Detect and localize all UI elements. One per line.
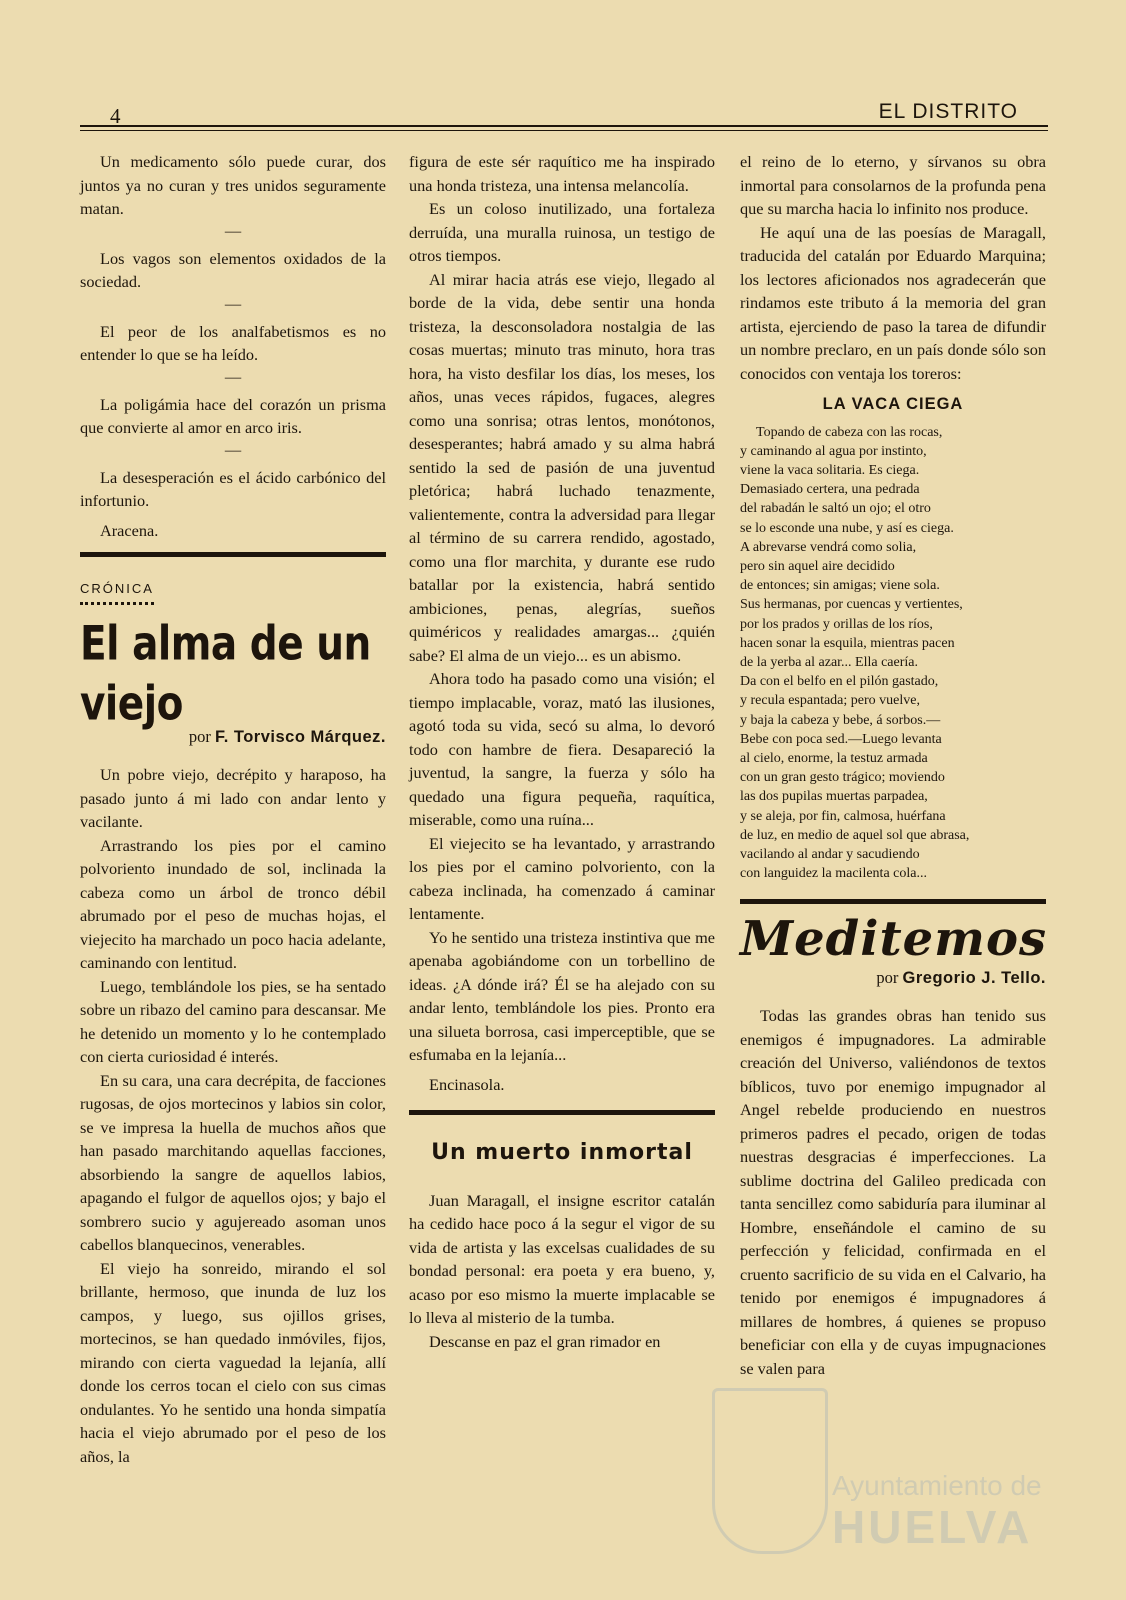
paragraph: Ahora todo ha pasado como una visión; el tiempo implacable, voraz, mató las ilusiones, agotó toda su vida, secó su alma, lo devoró todo con hambre de fiera. Desapareció la juventud, la sangre, la fuerza y sólo ha quedado una figura pequeña, raquítica, miserable, como una ruína... — [409, 669, 715, 829]
paragraph: El viejecito se ha levantado, y arrastrando los pies por el camino polvoriento, con la cabeza inclinada, ha comenzado á caminar lentamente. — [409, 833, 715, 923]
watermark-line2: HUELVA — [832, 1501, 1033, 1553]
poem-line: Bebe con poca sed.—Luego levanta — [740, 731, 942, 747]
page-number: 4 — [110, 104, 121, 128]
poem-line: Topando de cabeza con las rocas, — [756, 424, 943, 440]
poem-line: de entonces; sin amigas; viene sola. — [740, 578, 940, 594]
paragraph: el reino de lo eterno, y sírvanos su obra inmortal para consolarnos de la profunda pena que su marcha hacia lo infinito nos produce. — [740, 152, 1046, 218]
poem-line: al cielo, enorme, la testuz armada — [740, 750, 928, 766]
paragraph: figura de este sér raquítico me ha inspirado una honda tristeza, una intensa melancolía. — [409, 152, 715, 195]
paragraph: Todas las grandes obras han tenido sus enemigos é impugnadores. La admirable creación del Universo, valiéndonos de textos bíblicos, tuvo por enemigo impugnador al Angel rebelde produciendo en nuestros primeros padres el pecado, origen de todas nuestras desgracias é imperfecciones. La sublime doctrina del Galileo predicada con tanta sencillez como sabiduría para iluminar al Hombre, enseñándole el camino de su perfección y felicidad, confirmada en el cruento sacrificio de su vida en el Calvario, ha tenido por enemigos é impugnadores á millares de hombres, á quienes se propuso beneficiar con ella y de cuyas impugnaciones se valen para — [740, 1006, 1046, 1378]
separator: — — [224, 220, 242, 240]
signature: Encinasola. — [429, 1074, 505, 1094]
article-title: Un muerto inmortal — [431, 1140, 693, 1165]
poem — [740, 423, 1046, 884]
section-rule — [740, 899, 1046, 904]
separator: — — [224, 439, 242, 459]
paragraph: Descanse en paz el gran rimador en — [429, 1331, 661, 1351]
column-1 — [80, 150, 386, 1468]
separator: — — [224, 293, 242, 313]
poem-title: LA VACA CIEGA — [822, 395, 964, 413]
paragraph: Luego, temblándole los pies, se ha sentado sobre un ribazo del camino para descansar. Me he detenido un momento y lo he contemplado con cierta curiosidad é interés. — [80, 976, 386, 1066]
aphorism: Los vagos son elementos oxidados de la sociedad. — [80, 248, 386, 291]
byline — [740, 966, 1046, 991]
poem-line: de luz, en medio de aquel sol que abrasa, — [740, 827, 970, 843]
poem-line: de la yerba al azar... Ella caería. — [740, 654, 918, 670]
aphorism: La desesperación es el ácido carbónico del infortunio. — [80, 467, 386, 510]
coat-of-arms-icon — [712, 1388, 828, 1554]
paragraph: Al mirar hacia atrás ese viejo, llegado al borde de la vida, debe sentir una honda tristeza, la desconsoladora nostalgia de las cosas muertas; minuto tras minuto, hora tras hora, ha visto desfilar los días, los meses, los años, unas veces rápidos, fugaces, alegres como una sonrisa; otras lentos, monótonos, desesperantes; habrá amado y su alma habrá sentido la sed de pasión de una juventud pletórica; habrá luchado tenazmente, valientemente, contra la adversidad para llegar al término de su carrera rendido, agostado, como una flor marchita, y durante ese rudo batallar por la existencia, habrá sentido ambiciones, penas, alegrías, sueños quiméricos y realidades amargas... ¿quién sabe? El alma de un viejo... es un abismo. — [409, 269, 715, 665]
article-title: El alma de un viejo — [80, 616, 371, 731]
byline-author: F. Torvisco Márquez. — [214, 727, 386, 746]
separator: — — [224, 366, 242, 386]
poem-line: Sus hermanas, por cuencas y vertientes, — [740, 597, 963, 613]
column-2 — [409, 150, 715, 1353]
paragraph: Arrastrando los pies por el camino polvoriento inundado de sol, inclinada la cabeza como un árbol de tronco débil abrumado por el peso de muchas hojas, el viejecito ha marchado un poco hacia adelante, caminando con lentitud. — [80, 835, 386, 972]
poem-line: y recula espantada; pero vuelve, — [740, 693, 920, 709]
poem-line: por los prados y orillas de los ríos, — [740, 616, 933, 632]
article-title: Meditemos — [740, 911, 1048, 968]
paragraph: Un pobre viejo, decrépito y haraposo, ha pasado junto á mi lado con andar lento y vacilante. — [80, 765, 386, 831]
poem-line: del rabadán le saltó un ojo; el otro — [740, 501, 931, 517]
archive-watermark — [712, 1388, 1042, 1558]
byline-prefix: por — [876, 967, 899, 987]
paragraph: Juan Maragall, el insigne escritor catalán ha cedido hace poco á la segur el vigor de su vida de artista y las excelsas cualidades de su bondad personal: era poeta y era bueno, y, acaso por eso mismo la muerte implacable se lo lleva al misterio de la tumba. — [409, 1190, 715, 1327]
poem-line: viene la vaca solitaria. Es ciega. — [740, 462, 920, 478]
paragraph: Es un coloso inutilizado, una fortaleza derruída, una muralla ruinosa, un testigo de otros tiempos. — [409, 199, 715, 265]
poem-line: y caminando al agua por instinto, — [740, 443, 927, 459]
section-rule — [409, 1110, 715, 1115]
masthead: EL DISTRITO — [878, 100, 1018, 123]
watermark-line1: Ayuntamiento de — [832, 1470, 1042, 1501]
poem-line: se lo esconde una nube, y así es ciega. — [740, 520, 954, 536]
aphorism: La poligámia hace del corazón un prisma que convierte al amor en arco iris. — [80, 394, 386, 437]
poem-line: hacen sonar la esquila, mientras pacen — [740, 635, 955, 651]
poem-line: vacilando al andar y sacudiendo — [740, 846, 920, 862]
byline-author: Gregorio J. Tello. — [902, 968, 1046, 987]
poem-line: con languidez la macilenta cola... — [740, 866, 927, 882]
section-label: CRÓNICA — [80, 577, 154, 605]
aphorism: El peor de los analfabetismos es no entender lo que se ha leído. — [80, 321, 386, 364]
poem-line: las dos pupilas muertas parpadea, — [740, 789, 928, 805]
paragraph: He aquí una de las poesías de Maragall, traducida del catalán por Eduardo Marquina; los lectores aficionados nos agradecerán que rindamos este tributo á la memoria del gran artista, ejerciendo de paso la tarea de difundir un nombre preclaro, en un país donde sólo son conocidos con ventaja los toreros: — [740, 222, 1046, 383]
section-rule — [80, 552, 386, 557]
poem-line: y baja la cabeza y bebe, á sorbos.— — [740, 712, 941, 728]
paragraph: Yo he sentido una tristeza instintiva que me apenaba agobiándome con un torbellino de ideas. ¿A dónde irá? Él se ha alejado con su andar lento, temblándole los pies. Pronto era una silueta borrosa, casi imperceptible, que se esfumaba en la lejanía... — [409, 927, 715, 1064]
poem-line: pero sin aquel aire decidido — [740, 558, 895, 574]
signature: Aracena. — [100, 520, 159, 540]
paragraph: El viejo ha sonreido, mirando el sol brillante, hermoso, que inunda de luz los campos, y luego, sus ojillos grises, mortecinos, se han quedado inmóviles, fijos, mirando con cierta vaguedad la lejanía, allí donde los cerros tocan el cielo con sus cimas ondulantes. Yo he sentido una honda simpatía hacia el viejo abrumado por el peso de los años, la — [80, 1258, 386, 1466]
poem-line: con un gran gesto trágico; moviendo — [740, 770, 945, 786]
paragraph: En su cara, una cara decrépita, de facciones rugosas, de ojos mortecinos y labios sin color, se ve impresa la huella de muchos años que han pasado marchitando aquellas facciones, absorbiendo la sangre de aquellos labios, apagando el fulgor de aquellos ojos; y bajo el sombrero sucio y agujereado asoman unos cabellos blanquecinos, venerables. — [80, 1070, 386, 1254]
aphorism: Un medicamento sólo puede curar, dos juntos ya no curan y tres unidos seguramente matan. — [80, 152, 386, 218]
poem-line: A abrevarse vendrá como solia, — [740, 539, 917, 555]
column-3 — [740, 150, 1046, 1380]
poem-line: y se aleja, por fin, calmosa, huérfana — [740, 808, 946, 824]
poem-line: Demasiado certera, una pedrada — [740, 482, 920, 498]
poem-line: Da con el belfo en el pilón gastado, — [740, 674, 939, 690]
byline-prefix: por — [188, 726, 211, 746]
header-rule — [80, 125, 1048, 131]
